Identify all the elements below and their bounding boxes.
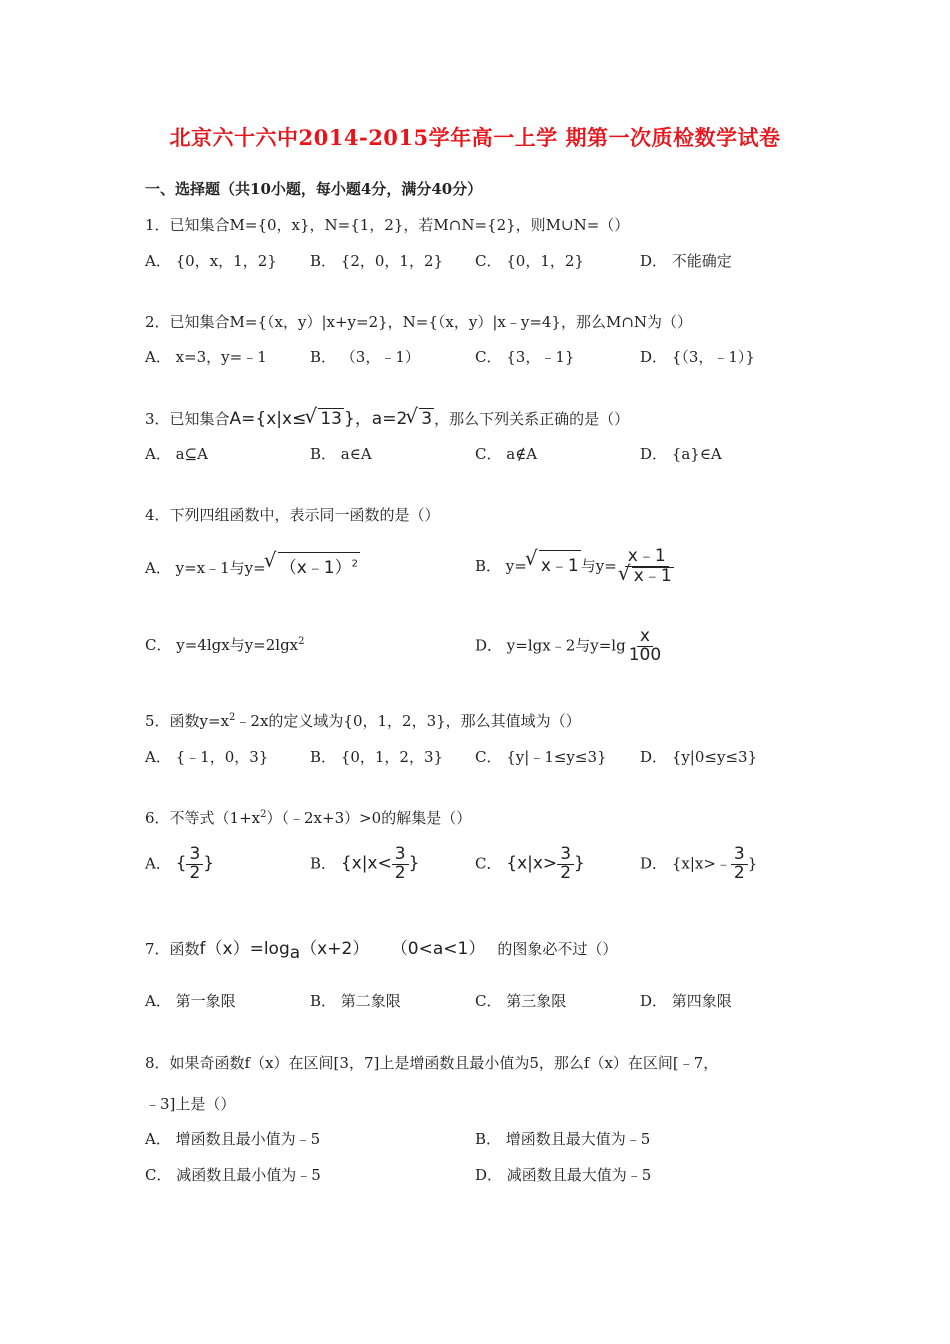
q8-option-d: D． 减函数且最大值为﹣5 — [475, 1166, 652, 1184]
q7-condition: （0<a<1） — [399, 939, 486, 959]
q6-a-fraction — [186, 846, 203, 883]
q3-option-a: A． a⊆A — [145, 445, 208, 463]
question-8-line-1: 8．如果奇函数f（x）在区间[3，7]上是增函数且最小值为5，那么f（x）在区间[﹣7， — [145, 1054, 719, 1072]
q6-text-post: ）（﹣2x+3）>0的解集是（） — [266, 809, 472, 827]
q6-d-fraction — [731, 846, 748, 883]
q3-a-eq: ，a=2 — [354, 409, 408, 429]
q4-b-radicand: x﹣1 — [539, 550, 581, 576]
q4-c-exponent: 2 — [298, 636, 305, 647]
q7-suffix: 的图象必不过（） — [497, 940, 618, 958]
q4-b-mid: 与y= — [580, 556, 617, 575]
q4-b-denominator — [617, 567, 677, 586]
q1-option-d: D． 不能确定 — [640, 252, 732, 270]
q6-d-label: D． — [640, 854, 668, 873]
q1-option-b: B． {2，0，1，2} — [310, 252, 444, 270]
q8-option-c: C． 减函数且最小值为﹣5 — [145, 1166, 321, 1184]
q5-text-post: ﹣2x的定义域为{0，1，2，3}，那么其值域为（） — [235, 712, 581, 730]
q4-b-den-radicand: x﹣1 — [633, 565, 672, 586]
q4-d-numerator: x — [637, 628, 653, 647]
q4-a-prefix: A． y=x﹣1与y= — [145, 559, 266, 577]
q4-option-b — [475, 548, 677, 586]
q6-text-pre: 6．不等式（1+x — [145, 809, 261, 827]
q4-a-exponent: 2 — [351, 558, 358, 570]
q6-c-denominator: 2 — [560, 862, 572, 883]
q5-option-d: D． {y|0≤y≤3} — [640, 748, 758, 766]
q6-b-numerator: 3 — [392, 846, 409, 865]
q3-option-b: B． a∈A — [310, 445, 372, 463]
q4-a-radicand-text: （x﹣1） — [279, 558, 352, 578]
q6-exponent: 2 — [260, 809, 267, 820]
question-6 — [145, 807, 471, 828]
q6-c-label: C． — [475, 854, 502, 873]
q5-option-b: B． {0，1，2，3} — [310, 748, 444, 766]
q2-option-b: B． （3，﹣1） — [310, 348, 420, 366]
question-7 — [145, 934, 617, 963]
q4-b-numerator: x﹣1 — [625, 548, 669, 567]
question-4: 4．下列四组函数中，表示同一函数的是（） — [145, 506, 440, 524]
q6-a-close: } — [203, 853, 215, 874]
q5-text-pre: 5．函数y=x — [145, 712, 230, 730]
q8-option-b: B． 增函数且最大值为﹣5 — [475, 1130, 651, 1148]
exam-title: 北京六十六中2014-2015学年高一上学 期第一次质检数学试卷 — [169, 125, 781, 150]
q4-d-fraction — [626, 628, 664, 665]
question-2: 2．已知集合M={（x，y）|x+y=2}，N={（x，y）|x﹣y=4}，那么M∩N为（） — [145, 313, 693, 331]
q5-option-c: C． {y|﹣1≤y≤3} — [475, 748, 607, 766]
q3-prefix: 3．已知集合 — [145, 410, 230, 428]
q4-b-fraction — [617, 548, 677, 586]
q6-c-fraction — [557, 846, 574, 883]
q6-option-d — [640, 846, 757, 883]
q7-argument: （x+2） — [300, 939, 370, 959]
q4-d-denominator: 100 — [628, 644, 662, 665]
q6-a-open: { — [175, 853, 187, 874]
q6-option-a — [145, 846, 214, 883]
q3-set-open: A={x|x≤ — [229, 409, 307, 429]
q4-b-sqrt — [527, 550, 581, 576]
q7-option-c: C． 第三象限 — [475, 992, 567, 1010]
q7-prefix: 7．函数 — [145, 940, 200, 958]
q6-d-open: {x|x>﹣ — [671, 854, 731, 873]
question-3 — [145, 404, 629, 429]
q6-c-open: {x|x> — [506, 853, 558, 874]
q4-option-c — [145, 634, 305, 655]
q4-option-d — [475, 628, 664, 665]
q1-option-a: A． {0，x，1，2} — [145, 252, 277, 270]
q6-d-close: } — [747, 854, 758, 873]
q6-c-close: } — [574, 853, 585, 874]
question-5 — [145, 710, 581, 731]
q7-option-a: A． 第一象限 — [145, 992, 236, 1010]
q3-option-c: C． a∉A — [475, 445, 538, 463]
q7-function: f（x）=log — [199, 939, 290, 959]
q3-radicand-13: 13 — [320, 409, 342, 429]
q2-option-d: D． {（3，﹣1）} — [640, 348, 755, 366]
q6-option-c — [475, 846, 585, 883]
q4-option-a — [145, 552, 360, 578]
q6-a-label: A． — [145, 854, 171, 873]
q4-a-sqrt — [266, 552, 360, 578]
q6-d-numerator: 3 — [731, 846, 748, 865]
q3-option-d: D． {a}∈A — [640, 445, 722, 463]
q3-radicand-3: 3 — [421, 409, 433, 429]
q6-b-open: {x|x< — [340, 853, 392, 874]
question-1: 1．已知集合M={0，x}，N={1，2}，若M∩N={2}，则M∪N=（） — [145, 216, 630, 234]
q6-a-numerator: 3 — [186, 846, 203, 865]
q6-c-numerator: 3 — [557, 846, 574, 865]
q6-d-denominator: 2 — [733, 862, 745, 883]
q6-option-b — [310, 846, 419, 883]
q2-option-c: C． {3，﹣1} — [475, 348, 575, 366]
q4-c-text: C． y=4lgx与y=2lgx — [145, 636, 299, 654]
q8-option-a: A． 增函数且最小值为﹣5 — [145, 1130, 321, 1148]
question-8-line-2: ﹣3]上是（） — [145, 1095, 236, 1113]
q3-suffix: ，那么下列关系正确的是（） — [434, 410, 630, 428]
q4-d-prefix: D． y=lgx﹣2与y=lg — [475, 636, 626, 655]
q3-sqrt-3 — [407, 408, 434, 429]
q6-a-denominator: 2 — [189, 862, 201, 883]
q4-a-radicand — [278, 552, 360, 578]
q5-exponent: 2 — [229, 712, 236, 723]
q3-sqrt-13 — [306, 408, 344, 429]
q6-b-label: B． — [310, 854, 337, 873]
q3-set-close: } — [343, 409, 355, 429]
q2-option-a: A． x=3，y=﹣1 — [145, 348, 267, 366]
q1-option-c: C． {0，1，2} — [475, 252, 584, 270]
q4-b-den-sqrt — [620, 567, 674, 586]
q6-b-close: } — [408, 853, 420, 874]
section-heading: 一、选择题（共10小题，每小题4分，满分40分） — [145, 180, 483, 198]
q7-log-base: a — [289, 943, 301, 963]
q7-option-d: D． 第四象限 — [640, 992, 732, 1010]
q4-b-prefix: B． y= — [475, 556, 527, 575]
q6-b-fraction — [392, 846, 409, 883]
q7-option-b: B． 第二象限 — [310, 992, 401, 1010]
q6-b-denominator: 2 — [394, 862, 406, 883]
q5-option-a: A． {﹣1，0，3} — [145, 748, 269, 766]
